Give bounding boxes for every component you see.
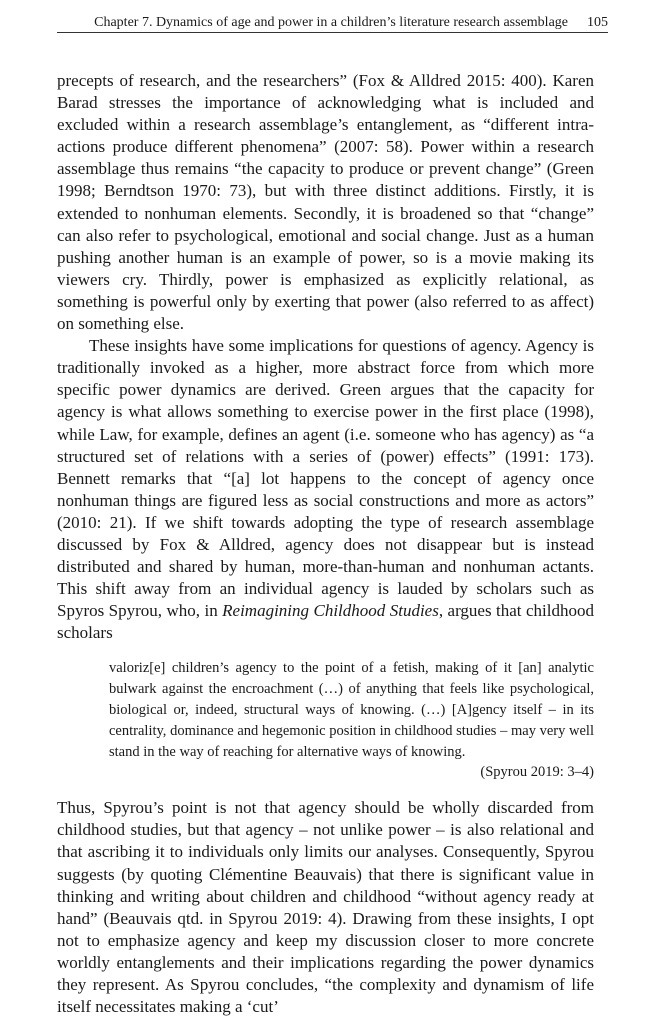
paragraph-2 (57, 335, 594, 644)
page-number: 105 (587, 15, 608, 30)
paragraph-2-text: These insights have some implications for questions of agency. Agency is traditionally invoked as a higher, more abstract force from which more specific power dynamics are derived. Green argues that the capacity for agency is what allows something to exercise power in the first place (1998), while Law, for example, defines an agent (i.e. someone who has agency) as “a structured set of relations with a series of (power) effects” (1991: 173). Bennett remarks that “[a] lot happens to the concept of agency once nonhuman things are figured less as social constructions and more as actors” (2010: 21). If we shift towards adopting the type of research assemblage discussed by Fox & Alldred, agency does not disappear but is instead distributed and shared by human, more-than-human and nonhuman actants. This shift away from an individual agency is lauded by scholars such as Spyros Spyrou, who, in (57, 336, 594, 621)
block-quote (109, 658, 594, 783)
paragraph-2-end: , argues that childhood scholars (57, 601, 594, 643)
quote-text: valoriz[e] children’s agency to the point of a fetish, making of it [an] analytic bulwark against the encroachment (…) of anything that feels like psychological, biological or, indeed, structural ways of knowing. (…) [A]gency itself – in its centrality, dominance and hegemonic position in childhood studies – may very well stand in the way of reaching for alternative ways of knowing. (109, 660, 594, 760)
book-title: Reimagining Childhood Studies (222, 601, 439, 621)
paragraph-3: Thus, Spyrou’s point is not that agency should be wholly discarded from childhood studies, but that agency – not unlike power – is also relational and that ascribing it to individuals only limits our analyses. Consequently, Spyrou suggests (by quoting Clémentine Beauvais) that there is significant value in thinking and writing about children and childhood “without agency ready at hand” (Beauvais qtd. in Spyrou 2019: 4). Drawing from these insights, I opt not to emphasize agency and keep my discussion closer to more concrete worldly entanglements and their implications regarding the power dynamics they represent. As Spyrou concludes, “the complexity and dynamism of life itself necessitates making a ‘cut’ (57, 798, 594, 1017)
paragraph-1: precepts of research, and the researchers” (Fox & Alldred 2015: 400). Karen Barad stresses the importance of acknowledging what is included and excluded within a research assemblage’s entanglement, as “different intra-actions produce different phenomena” (2007: 58). Power within a research assemblage thus remains “the capacity to produce or prevent change” (Green 1998; Berndtson 1970: 73), but with three distinct additions. Firstly, it is extended to nonhuman elements. Secondly, it is broadened so that “change” can also refer to psychological, emotional and social change. Just as a human pushing another human is an example of power, so is a movie making its viewers cry. Thirdly, power is emphasized as explicitly relational, as something is powerful only by exerting that power (also referred to as affect) on something else. (57, 71, 594, 334)
running-title: Chapter 7. Dynamics of age and power in a children’s literature research assemblage (94, 15, 568, 30)
quote-citation: (Spyrou 2019: 3–4) (480, 764, 594, 781)
running-header (57, 12, 608, 33)
main-text (57, 70, 594, 1018)
